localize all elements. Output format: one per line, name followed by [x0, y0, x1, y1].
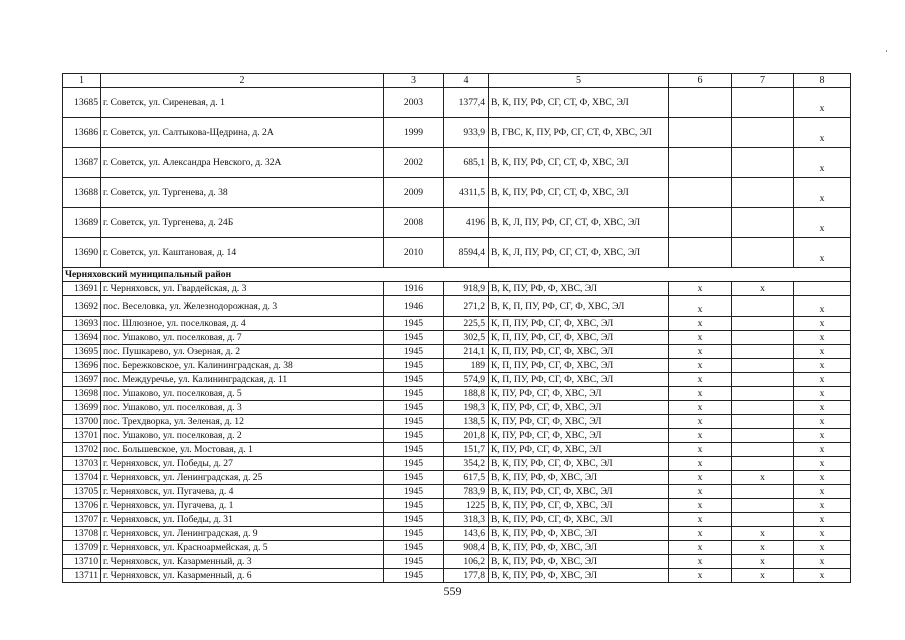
build-year-cell: 1945 — [384, 513, 444, 527]
area-cell: 214,1 — [444, 345, 489, 359]
col8-mark-cell: х — [794, 555, 851, 569]
column-header: 1 — [63, 74, 101, 88]
address-cell: пос. Бережковское, ул. Калининградская, д. 38 — [101, 359, 384, 373]
col8-mark-cell: х — [794, 208, 851, 238]
address-cell: г. Советск, ул. Александра Невского, д. 32А — [101, 148, 384, 178]
table-row — [63, 88, 851, 118]
work-types-cell: В, К, ПУ, РФ, СГ, Ф, ХВС, ЭЛ — [489, 485, 669, 499]
area-cell: 908,4 — [444, 541, 489, 555]
record-number-cell: 13688 — [63, 178, 101, 208]
table-row — [63, 359, 851, 373]
col6-mark-cell — [669, 118, 732, 148]
work-types-cell: В, К, ПУ, РФ, СГ, Ф, ХВС, ЭЛ — [489, 499, 669, 513]
area-cell: 143,6 — [444, 527, 489, 541]
table-row — [63, 485, 851, 499]
record-number-cell: 13707 — [63, 513, 101, 527]
address-cell: г. Черняховск, ул. Казарменный, д. 6 — [101, 569, 384, 583]
col6-mark-cell: х — [669, 471, 732, 485]
table-row — [63, 148, 851, 178]
col6-mark-cell: х — [669, 429, 732, 443]
record-number-cell: 13705 — [63, 485, 101, 499]
col7-mark-cell — [732, 118, 794, 148]
record-number-cell: 13711 — [63, 569, 101, 583]
build-year-cell: 1945 — [384, 345, 444, 359]
col6-mark-cell — [669, 88, 732, 118]
col8-mark-cell: х — [794, 88, 851, 118]
col8-mark-cell: х — [794, 148, 851, 178]
work-types-cell: К, ПУ, РФ, СГ, Ф, ХВС, ЭЛ — [489, 387, 669, 401]
col6-mark-cell — [669, 148, 732, 178]
work-types-cell: К, ПУ, РФ, СГ, Ф, ХВС, ЭЛ — [489, 401, 669, 415]
table-row — [63, 208, 851, 238]
area-cell: 177,8 — [444, 569, 489, 583]
address-cell: пос. Пушкарево, ул. Озерная, д. 2 — [101, 345, 384, 359]
record-number-cell: 13698 — [63, 387, 101, 401]
work-types-cell: В, ГВС, К, ПУ, РФ, СГ, СТ, Ф, ХВС, ЭЛ — [489, 118, 669, 148]
record-number-cell: 13702 — [63, 443, 101, 457]
col8-mark-cell: х — [794, 359, 851, 373]
area-cell: 302,5 — [444, 331, 489, 345]
address-cell: г. Черняховск, ул. Казарменный, д. 3 — [101, 555, 384, 569]
column-header: 8 — [794, 74, 851, 88]
build-year-cell: 1945 — [384, 499, 444, 513]
col8-mark-cell: х — [794, 541, 851, 555]
area-cell: 617,5 — [444, 471, 489, 485]
record-number-cell: 13691 — [63, 282, 101, 296]
col7-mark-cell — [732, 513, 794, 527]
col8-mark-cell: х — [794, 457, 851, 471]
table-row — [63, 555, 851, 569]
build-year-cell: 1945 — [384, 527, 444, 541]
table-row — [63, 401, 851, 415]
col8-mark-cell: х — [794, 415, 851, 429]
col7-mark-cell — [732, 238, 794, 268]
col6-mark-cell: х — [669, 317, 732, 331]
build-year-cell: 2009 — [384, 178, 444, 208]
col8-mark-cell: х — [794, 178, 851, 208]
area-cell: 1225 — [444, 499, 489, 513]
area-cell: 189 — [444, 359, 489, 373]
col6-mark-cell: х — [669, 387, 732, 401]
work-types-cell: К, П, ПУ, РФ, СГ, Ф, ХВС, ЭЛ — [489, 331, 669, 345]
work-types-cell: К, ПУ, РФ, СГ, Ф, ХВС, ЭЛ — [489, 443, 669, 457]
area-cell: 918,9 — [444, 282, 489, 296]
build-year-cell: 1945 — [384, 331, 444, 345]
build-year-cell: 1946 — [384, 296, 444, 317]
build-year-cell: 1945 — [384, 485, 444, 499]
table-row — [63, 527, 851, 541]
table-row — [63, 373, 851, 387]
table-row — [63, 118, 851, 148]
address-cell: г. Черняховск, ул. Ленинградская, д. 25 — [101, 471, 384, 485]
col7-mark-cell — [732, 296, 794, 317]
work-types-cell: В, К, ПУ, РФ, Ф, ХВС, ЭЛ — [489, 569, 669, 583]
work-types-cell: В, К, ПУ, РФ, Ф, ХВС, ЭЛ — [489, 471, 669, 485]
area-cell: 783,9 — [444, 485, 489, 499]
col6-mark-cell: х — [669, 499, 732, 513]
col7-mark-cell — [732, 429, 794, 443]
address-cell: г. Черняховск, ул. Ленинградская, д. 9 — [101, 527, 384, 541]
record-number-cell: 13699 — [63, 401, 101, 415]
scan-speck — [886, 50, 887, 52]
record-number-cell: 13704 — [63, 471, 101, 485]
col8-mark-cell: х — [794, 513, 851, 527]
col6-mark-cell: х — [669, 359, 732, 373]
work-types-cell: К, П, ПУ, РФ, СГ, Ф, ХВС, ЭЛ — [489, 317, 669, 331]
col7-mark-cell — [732, 88, 794, 118]
address-cell: пос. Междуречье, ул. Калининградская, д. 11 — [101, 373, 384, 387]
col7-mark-cell — [732, 359, 794, 373]
record-number-cell: 13686 — [63, 118, 101, 148]
build-year-cell: 1945 — [384, 373, 444, 387]
section-title: Черняховский муниципальный район — [63, 268, 851, 282]
page-number: 559 — [443, 584, 462, 598]
work-types-cell: В, К, ПУ, РФ, Ф, ХВС, ЭЛ — [489, 282, 669, 296]
col6-mark-cell: х — [669, 541, 732, 555]
address-cell: г. Советск, ул. Сиреневая, д. 1 — [101, 88, 384, 118]
column-header: 2 — [101, 74, 384, 88]
col7-mark-cell — [732, 208, 794, 238]
col6-mark-cell: х — [669, 555, 732, 569]
record-number-cell: 13697 — [63, 373, 101, 387]
col6-mark-cell — [669, 208, 732, 238]
col8-mark-cell: х — [794, 387, 851, 401]
build-year-cell: 1945 — [384, 415, 444, 429]
address-cell: г. Черняховск, ул. Пугачева, д. 4 — [101, 485, 384, 499]
address-cell: г. Советск, ул. Салтыкова-Щедрина, д. 2А — [101, 118, 384, 148]
col7-mark-cell — [732, 415, 794, 429]
area-cell: 574,9 — [444, 373, 489, 387]
col6-mark-cell: х — [669, 569, 732, 583]
col6-mark-cell: х — [669, 513, 732, 527]
work-types-cell: В, К, ПУ, РФ, СГ, Ф, ХВС, ЭЛ — [489, 457, 669, 471]
address-cell: г. Советск, ул. Тургенева, д. 38 — [101, 178, 384, 208]
area-cell: 201,8 — [444, 429, 489, 443]
address-cell: пос. Трехдворка, ул. Зеленая, д. 12 — [101, 415, 384, 429]
column-header: 5 — [489, 74, 669, 88]
col7-mark-cell: х — [732, 555, 794, 569]
address-cell: пос. Веселовка, ул. Железнодорожная, д. 3 — [101, 296, 384, 317]
build-year-cell: 1945 — [384, 443, 444, 457]
work-types-cell: К, П, ПУ, РФ, СГ, Ф, ХВС, ЭЛ — [489, 373, 669, 387]
work-types-cell: В, К, ПУ, РФ, СГ, СТ, Ф, ХВС, ЭЛ — [489, 178, 669, 208]
col8-mark-cell: х — [794, 429, 851, 443]
area-cell: 151,7 — [444, 443, 489, 457]
col8-mark-cell: х — [794, 527, 851, 541]
area-cell: 4196 — [444, 208, 489, 238]
area-cell: 1377,4 — [444, 88, 489, 118]
col6-mark-cell: х — [669, 345, 732, 359]
col8-mark-cell: х — [794, 238, 851, 268]
address-cell: г. Черняховск, ул. Победы, д. 31 — [101, 513, 384, 527]
col6-mark-cell: х — [669, 331, 732, 345]
col8-mark-cell: х — [794, 499, 851, 513]
work-types-cell: К, ПУ, РФ, СГ, Ф, ХВС, ЭЛ — [489, 415, 669, 429]
area-cell: 933,9 — [444, 118, 489, 148]
work-types-cell: В, К, ПУ, РФ, Ф, ХВС, ЭЛ — [489, 541, 669, 555]
build-year-cell: 1945 — [384, 387, 444, 401]
area-cell: 225,5 — [444, 317, 489, 331]
col6-mark-cell: х — [669, 373, 732, 387]
record-number-cell: 13709 — [63, 541, 101, 555]
address-cell: г. Черняховск, ул. Пугачева, д. 1 — [101, 499, 384, 513]
col8-mark-cell — [794, 282, 851, 296]
area-cell: 188,8 — [444, 387, 489, 401]
record-number-cell: 13685 — [63, 88, 101, 118]
table-row — [63, 331, 851, 345]
address-cell: пос. Большевское, ул. Мостовая, д. 1 — [101, 443, 384, 457]
build-year-cell: 1945 — [384, 401, 444, 415]
col7-mark-cell — [732, 485, 794, 499]
address-cell: пос. Ушаково, ул. поселковая, д. 3 — [101, 401, 384, 415]
record-number-cell: 13706 — [63, 499, 101, 513]
table-row — [63, 457, 851, 471]
area-cell: 198,3 — [444, 401, 489, 415]
area-cell: 354,2 — [444, 457, 489, 471]
address-cell: пос. Шлюзное, ул. поселковая, д. 4 — [101, 317, 384, 331]
table-row — [63, 513, 851, 527]
area-cell: 8594,4 — [444, 238, 489, 268]
table-row — [63, 317, 851, 331]
col7-mark-cell — [732, 373, 794, 387]
record-number-cell: 13690 — [63, 238, 101, 268]
record-number-cell: 13696 — [63, 359, 101, 373]
col6-mark-cell — [669, 178, 732, 208]
col7-mark-cell: х — [732, 527, 794, 541]
col7-mark-cell: х — [732, 471, 794, 485]
table-row — [63, 415, 851, 429]
address-cell: пос. Ушаково, ул. поселковая, д. 2 — [101, 429, 384, 443]
work-types-cell: В, К, П, ПУ, РФ, СГ, Ф, ХВС, ЭЛ — [489, 296, 669, 317]
build-year-cell: 1999 — [384, 118, 444, 148]
build-year-cell: 1945 — [384, 317, 444, 331]
area-cell: 106,2 — [444, 555, 489, 569]
col6-mark-cell — [669, 238, 732, 268]
table-row — [63, 429, 851, 443]
col8-mark-cell: х — [794, 569, 851, 583]
table-row — [63, 238, 851, 268]
col8-mark-cell: х — [794, 331, 851, 345]
table-row — [63, 499, 851, 513]
col6-mark-cell: х — [669, 527, 732, 541]
col7-mark-cell — [732, 345, 794, 359]
col6-mark-cell: х — [669, 401, 732, 415]
work-types-cell: В, К, ПУ, РФ, СГ, Ф, ХВС, ЭЛ — [489, 513, 669, 527]
build-year-cell: 1945 — [384, 541, 444, 555]
work-types-cell: В, К, ПУ, РФ, СГ, СТ, Ф, ХВС, ЭЛ — [489, 148, 669, 178]
col6-mark-cell: х — [669, 415, 732, 429]
col6-mark-cell: х — [669, 296, 732, 317]
work-types-cell: В, К, ПУ, РФ, Ф, ХВС, ЭЛ — [489, 555, 669, 569]
col8-mark-cell: х — [794, 317, 851, 331]
section-row — [63, 268, 851, 282]
record-number-cell: 13695 — [63, 345, 101, 359]
col8-mark-cell: х — [794, 443, 851, 457]
col7-mark-cell — [732, 457, 794, 471]
record-number-cell: 13694 — [63, 331, 101, 345]
table-row — [63, 443, 851, 457]
col7-mark-cell: х — [732, 282, 794, 296]
column-number-header-row — [63, 74, 851, 88]
record-number-cell: 13708 — [63, 527, 101, 541]
col8-mark-cell: х — [794, 118, 851, 148]
build-year-cell: 1945 — [384, 555, 444, 569]
build-year-cell: 2002 — [384, 148, 444, 178]
col8-mark-cell: х — [794, 296, 851, 317]
address-cell: г. Советск, ул. Каштановая, д. 14 — [101, 238, 384, 268]
work-types-cell: В, К, Л, ПУ, РФ, СГ, СТ, Ф, ХВС, ЭЛ — [489, 208, 669, 238]
build-year-cell: 2003 — [384, 88, 444, 118]
work-types-cell: К, ПУ, РФ, СГ, Ф, ХВС, ЭЛ — [489, 429, 669, 443]
record-number-cell: 13703 — [63, 457, 101, 471]
build-year-cell: 1945 — [384, 359, 444, 373]
col7-mark-cell — [732, 178, 794, 208]
record-number-cell: 13701 — [63, 429, 101, 443]
col8-mark-cell: х — [794, 373, 851, 387]
work-types-cell: В, К, ПУ, РФ, СГ, СТ, Ф, ХВС, ЭЛ — [489, 88, 669, 118]
col7-mark-cell: х — [732, 569, 794, 583]
address-cell: г. Советск, ул. Тургенева, д. 24Б — [101, 208, 384, 238]
housing-table — [62, 73, 851, 583]
col6-mark-cell: х — [669, 282, 732, 296]
address-cell: г. Черняховск, ул. Гвардейская, д. 3 — [101, 282, 384, 296]
record-number-cell: 13693 — [63, 317, 101, 331]
col7-mark-cell — [732, 387, 794, 401]
work-types-cell: К, П, ПУ, РФ, СГ, Ф, ХВС, ЭЛ — [489, 345, 669, 359]
area-cell: 318,3 — [444, 513, 489, 527]
address-cell: г. Черняховск, ул. Красноармейская, д. 5 — [101, 541, 384, 555]
column-header: 3 — [384, 74, 444, 88]
record-number-cell: 13700 — [63, 415, 101, 429]
address-cell: г. Черняховск, ул. Победы, д. 27 — [101, 457, 384, 471]
column-header: 6 — [669, 74, 732, 88]
build-year-cell: 1945 — [384, 429, 444, 443]
col8-mark-cell: х — [794, 401, 851, 415]
record-number-cell: 13692 — [63, 296, 101, 317]
address-cell: пос. Ушаково, ул. поселковая, д. 7 — [101, 331, 384, 345]
column-header: 4 — [444, 74, 489, 88]
col8-mark-cell: х — [794, 471, 851, 485]
record-number-cell: 13689 — [63, 208, 101, 238]
col8-mark-cell: х — [794, 345, 851, 359]
build-year-cell: 1945 — [384, 569, 444, 583]
col7-mark-cell — [732, 148, 794, 178]
table-row — [63, 541, 851, 555]
col7-mark-cell: х — [732, 541, 794, 555]
table-row — [63, 178, 851, 208]
work-types-cell: К, П, ПУ, РФ, СГ, Ф, ХВС, ЭЛ — [489, 359, 669, 373]
col7-mark-cell — [732, 443, 794, 457]
area-cell: 4311,5 — [444, 178, 489, 208]
work-types-cell: В, К, ПУ, РФ, Ф, ХВС, ЭЛ — [489, 527, 669, 541]
build-year-cell: 1916 — [384, 282, 444, 296]
area-cell: 685,1 — [444, 148, 489, 178]
table-row — [63, 282, 851, 296]
col7-mark-cell — [732, 499, 794, 513]
col6-mark-cell: х — [669, 485, 732, 499]
col6-mark-cell: х — [669, 457, 732, 471]
col8-mark-cell: х — [794, 485, 851, 499]
work-types-cell: В, К, Л, ПУ, РФ, СГ, СТ, Ф, ХВС, ЭЛ — [489, 238, 669, 268]
table-row — [63, 345, 851, 359]
build-year-cell: 2008 — [384, 208, 444, 238]
area-cell: 271,2 — [444, 296, 489, 317]
col7-mark-cell — [732, 331, 794, 345]
build-year-cell: 1945 — [384, 457, 444, 471]
table-row — [63, 296, 851, 317]
record-number-cell: 13710 — [63, 555, 101, 569]
col7-mark-cell — [732, 401, 794, 415]
col6-mark-cell: х — [669, 443, 732, 457]
table-row — [63, 387, 851, 401]
col7-mark-cell — [732, 317, 794, 331]
table-row — [63, 471, 851, 485]
address-cell: пос. Ушаково, ул. поселковая, д. 5 — [101, 387, 384, 401]
column-header: 7 — [732, 74, 794, 88]
area-cell: 138,5 — [444, 415, 489, 429]
table-row — [63, 569, 851, 583]
record-number-cell: 13687 — [63, 148, 101, 178]
build-year-cell: 2010 — [384, 238, 444, 268]
build-year-cell: 1945 — [384, 471, 444, 485]
